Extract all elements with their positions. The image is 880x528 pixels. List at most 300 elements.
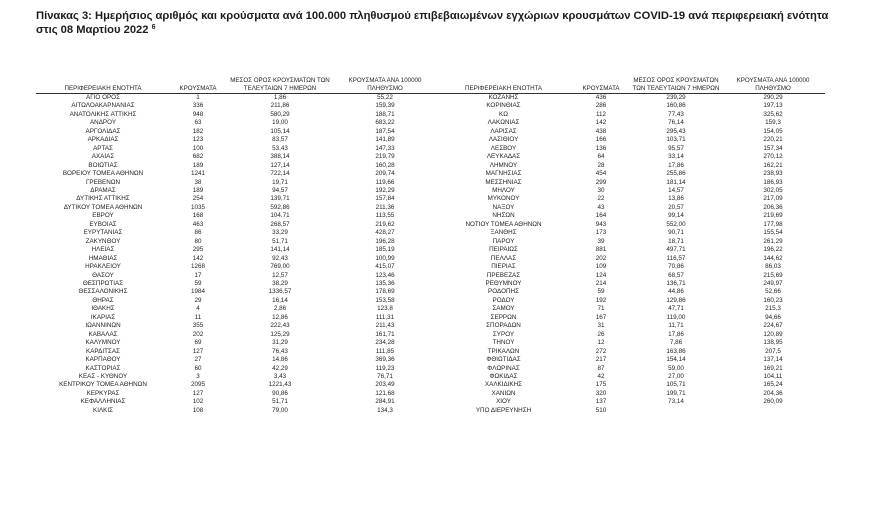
table-row (36, 204, 436, 212)
cell-cases: 1241 (190, 170, 205, 178)
cell-region: ΧΙΟΥ (496, 398, 511, 406)
cell-per-100k: 137,14 (763, 356, 783, 364)
header-7day-average: ΜΕΣΟΣ ΟΡΟΣ ΚΡΟΥΣΜΑΤΩΝ ΤΩΝ ΤΕΛΕΥΤΑΙΩΝ 7 ΗΜΕΡΩΝ (226, 60, 334, 94)
cell-cases: 682 (192, 153, 204, 161)
cell-7day-average: 722,14 (270, 170, 290, 178)
cell-per-100k: 224,67 (763, 322, 783, 330)
cell-per-100k: 121,68 (375, 389, 395, 397)
cell-cases: 1984 (190, 288, 205, 296)
cell-region: ΡΟΔΟΥ (492, 296, 515, 304)
table-row (436, 305, 825, 313)
cell-region: ΣΑΜΟΥ (492, 305, 515, 313)
cell-per-100k: 135,36 (375, 279, 395, 287)
cell-cases: 108 (192, 406, 204, 414)
cell-region: ΛΕΥΚΑΔΑΣ (486, 153, 521, 161)
cell-per-100k: 165,24 (763, 381, 783, 389)
cell-per-100k: 196,22 (763, 246, 783, 254)
cell-7day-average: 769,00 (270, 263, 290, 271)
cell-per-100k: 178,69 (375, 288, 395, 296)
cell-region: ΝΟΤΙΟΥ ΤΟΜΕΑ ΑΘΗΝΩΝ (465, 220, 542, 228)
cell-7day-average: 33,14 (668, 153, 684, 161)
cell-cases: 71 (597, 305, 605, 313)
cell-per-100k: 120,89 (763, 330, 783, 338)
cell-per-100k: 196,28 (375, 237, 395, 245)
cell-cases: 43 (597, 203, 605, 211)
regions-table-right (436, 60, 825, 415)
cell-per-100k: 186,93 (763, 178, 783, 186)
cell-cases: 1268 (190, 263, 205, 271)
cell-7day-average: 76,14 (668, 119, 684, 127)
cell-7day-average: 239,29 (666, 94, 686, 101)
cell-7day-average: 13,86 (668, 195, 684, 203)
cell-region: ΣΥΡΟΥ (492, 330, 515, 338)
cell-per-100k: 123,8 (377, 305, 393, 313)
header-per-100k: ΚΡΟΥΣΜΑΤΑ ΑΝΑ 100000 ΠΛΗΘΥΣΜΟ (721, 60, 825, 94)
cell-per-100k: 203,49 (375, 381, 395, 389)
table-row (36, 263, 436, 271)
cell-region: ΙΚΑΡΙΑΣ (90, 313, 116, 321)
cell-7day-average: 116,57 (666, 254, 686, 262)
table-row (436, 145, 825, 153)
cell-7day-average: 92,43 (272, 254, 288, 262)
table-row (36, 238, 436, 246)
cell-region: ΔΡΑΜΑΣ (90, 186, 116, 194)
cell-region: ΗΛΕΙΑΣ (91, 246, 115, 254)
table-row (436, 356, 825, 364)
cell-per-100k: 157,84 (375, 195, 395, 203)
table-row (436, 162, 825, 170)
cell-cases: 39 (597, 237, 605, 245)
cell-cases: 11 (194, 313, 202, 321)
cell-cases: 42 (597, 372, 605, 380)
cell-per-100k: 185,19 (375, 246, 395, 254)
table-row (36, 407, 436, 415)
cell-region: ΚΑΡΠΑΘΟΥ (85, 356, 121, 364)
cell-region: ΛΑΚΩΝΙΑΣ (487, 119, 520, 127)
cell-region: ΓΡΕΒΕΝΩΝ (85, 178, 121, 186)
table-row (36, 246, 436, 254)
cell-region: ΘΗΡΑΣ (92, 296, 114, 304)
cell-region: ΦΩΚΙΔΑΣ (489, 372, 518, 380)
table-row (36, 162, 436, 170)
cell-region: ΘΑΣΟΥ (92, 271, 114, 279)
cell-region: ΗΡΑΚΛΕΙΟΥ (85, 263, 121, 271)
cell-7day-average: 1221,43 (268, 381, 292, 389)
table-row (36, 280, 436, 288)
cell-region: ΚΟΖΑΝΗΣ (488, 94, 519, 101)
table-row (436, 179, 825, 187)
table-row (36, 94, 436, 103)
cell-region: ΒΟΙΩΤΙΑΣ (88, 161, 118, 169)
cell-cases: 881 (595, 246, 607, 254)
cell-cases: 463 (192, 220, 204, 228)
cell-cases: 59 (194, 279, 202, 287)
cell-per-100k: 153,58 (375, 296, 395, 304)
cell-cases: 510 (595, 406, 607, 414)
cell-per-100k: 290,29 (763, 94, 783, 101)
cell-per-100k: 192,29 (375, 186, 395, 194)
cell-7day-average: 2,86 (273, 305, 287, 313)
table-row (436, 128, 825, 136)
table-caption (36, 9, 846, 37)
cell-region: ΠΕΙΡΑΙΩΣ (489, 246, 518, 254)
table-row (436, 398, 825, 406)
table-row (436, 195, 825, 203)
cell-cases: 1 (196, 94, 200, 101)
cell-cases: 192 (595, 296, 607, 304)
table-row (436, 348, 825, 356)
cell-cases: 943 (595, 220, 607, 228)
cell-7day-average: 12,57 (272, 271, 288, 279)
cell-7day-average: 211,86 (270, 102, 290, 110)
cell-per-100k: 325,62 (763, 110, 783, 118)
cell-per-100k (721, 407, 825, 415)
cell-cases: 164 (595, 212, 607, 220)
cell-region: ΑΡΤΑΣ (93, 144, 113, 152)
cell-region: ΖΑΚΥΝΘΟΥ (85, 237, 121, 245)
cell-region: ΚΕΡΚΥΡΑΣ (86, 389, 120, 397)
cell-cases: 2095 (190, 381, 205, 389)
cell-cases: 454 (595, 170, 607, 178)
table-row (436, 263, 825, 271)
cell-cases: 202 (192, 330, 204, 338)
header-region: ΠΕΡΙΦΕΡΕΙΑΚΗ ΕΝΟΤΗΤΑ (436, 60, 571, 94)
cell-per-100k: 160,28 (375, 161, 395, 169)
cell-cases: 22 (597, 195, 605, 203)
cell-cases: 109 (595, 263, 607, 271)
cell-region: ΜΗΛΟΥ (492, 186, 515, 194)
table-row (36, 170, 436, 178)
cell-per-100k: 159,39 (375, 102, 395, 110)
cell-7day-average: 103,71 (666, 136, 686, 144)
cell-per-100k: 211,36 (375, 203, 395, 211)
cell-cases: 124 (595, 271, 607, 279)
cell-per-100k: 261,29 (763, 237, 783, 245)
cell-cases: 4 (196, 305, 200, 313)
cell-region: ΜΕΣΣΗΝΙΑΣ (485, 178, 522, 186)
cell-region: ΚΕΝΤΡΙΚΟΥ ΤΟΜΕΑ ΑΘΗΝΩΝ (59, 381, 147, 389)
table-row (436, 246, 825, 254)
cell-region: ΚΟΡΙΝΘΙΑΣ (486, 102, 521, 110)
cell-cases: 948 (192, 110, 204, 118)
cell-cases: 17 (194, 271, 202, 279)
cell-per-100k: 162,21 (763, 161, 783, 169)
cell-7day-average: 1336,57 (268, 288, 292, 296)
cell-per-100k: 220,21 (763, 136, 783, 144)
cell-region: ΙΩΑΝΝΙΝΩΝ (85, 322, 121, 330)
cell-cases: 3 (196, 372, 200, 380)
cell-7day-average: 497,71 (666, 246, 686, 254)
cell-7day-average: 79,00 (272, 406, 288, 414)
cell-7day-average: 11,71 (668, 322, 684, 330)
cell-per-100k: 238,93 (763, 170, 783, 178)
cell-cases: 355 (192, 322, 204, 330)
table-row (36, 111, 436, 119)
table-body-left (36, 94, 436, 416)
cell-per-100k: 76,71 (377, 372, 393, 380)
cell-region: ΡΟΔΟΠΗΣ (488, 288, 519, 296)
cell-region: ΑΝΔΡΟΥ (89, 119, 117, 127)
cell-7day-average: 388,14 (270, 153, 290, 161)
cell-7day-average: 17,86 (668, 330, 684, 338)
cell-7day-average: 90,86 (272, 389, 288, 397)
cell-cases: 100 (192, 144, 204, 152)
cell-region: ΑΧΑΪΑΣ (91, 153, 115, 161)
cell-per-100k: 141,89 (375, 136, 395, 144)
cell-region: ΚΕΑΣ - ΚΥΘΝΟΥ (78, 372, 128, 380)
cell-cases: 123 (192, 136, 204, 144)
cell-cases: 26 (597, 330, 605, 338)
cell-7day-average: 3,43 (273, 372, 287, 380)
header-row (436, 60, 825, 94)
cell-cases: 320 (595, 389, 607, 397)
cell-region: ΤΗΝΟΥ (492, 339, 515, 347)
table-row (436, 102, 825, 110)
cell-7day-average: 73,14 (668, 398, 684, 406)
cell-region: ΑΙΤΩΛΟΑΚΑΡΝΑΝΙΑΣ (71, 102, 135, 110)
table-row (36, 390, 436, 398)
cell-per-100k: 138,95 (763, 339, 783, 347)
header-7day-average: ΜΕΣΟΣ ΟΡΟΣ ΚΡΟΥΣΜΑΤΩΝ ΤΩΝ ΤΕΛΕΥΤΑΙΩΝ 7 ΗΜΕΡΩΝ (631, 60, 721, 94)
cell-per-100k: 206,36 (763, 203, 783, 211)
cell-7day-average: 139,71 (270, 195, 290, 203)
cell-7day-average: 19,00 (272, 119, 288, 127)
cell-cases: 86 (194, 229, 202, 237)
cell-7day-average: 255,86 (666, 170, 686, 178)
cell-region: ΚΑΛΥΜΝΟΥ (85, 339, 121, 347)
cell-region: ΡΕΘΥΜΝΟΥ (485, 279, 522, 287)
table-row (36, 136, 436, 144)
cell-7day-average: 14,57 (668, 186, 684, 194)
cell-region: ΚΙΛΚΙΣ (93, 406, 113, 414)
cell-per-100k: 144,62 (763, 254, 783, 262)
table-row (36, 373, 436, 381)
cell-region: ΥΠΟ ΔΙΕΡΕΥΝΗΣΗ (475, 406, 532, 414)
cell-per-100k: 111,31 (375, 313, 395, 321)
cell-region: ΧΑΛΚΙΔΙΚΗΣ (484, 381, 523, 389)
cell-cases: 168 (192, 212, 204, 220)
cell-cases: 295 (192, 246, 204, 254)
cell-cases: 59 (597, 288, 605, 296)
cell-region: ΔΥΤΙΚΟΥ ΤΟΜΕΑ ΑΘΗΝΩΝ (63, 203, 143, 211)
cell-cases: 166 (595, 136, 607, 144)
cell-region: ΣΠΟΡΑΔΩΝ (486, 322, 521, 330)
cell-cases: 38 (194, 178, 202, 186)
cell-region: ΠΑΡΟΥ (492, 237, 515, 245)
cell-cases: 214 (595, 279, 607, 287)
cell-cases: 254 (192, 195, 204, 203)
cell-per-100k: 369,36 (375, 356, 395, 364)
table-row (36, 229, 436, 237)
cell-cases: 69 (194, 339, 202, 347)
table-row (36, 339, 436, 347)
cell-region: ΚΑΣΤΟΡΙΑΣ (85, 364, 121, 372)
cell-region: ΚΕΦΑΛΛΗΝΙΑΣ (80, 398, 126, 406)
cell-cases: 436 (595, 94, 607, 101)
cell-7day-average: 295,43 (666, 127, 686, 135)
table-row (36, 348, 436, 356)
table-row (36, 212, 436, 220)
cell-per-100k: 52,66 (765, 288, 781, 296)
table-row (436, 136, 825, 144)
cell-region: ΠΕΛΛΑΣ (490, 254, 517, 262)
cell-cases: 27 (194, 356, 202, 364)
cell-7day-average: 268,57 (270, 220, 290, 228)
cell-per-100k: 197,13 (763, 102, 783, 110)
cell-7day-average: 1,86 (273, 94, 287, 101)
table-row (36, 221, 436, 229)
table-row (436, 373, 825, 381)
cell-per-100k: 270,12 (763, 153, 783, 161)
cell-cases: 29 (194, 296, 202, 304)
cell-region: ΑΡΓΟΛΙΔΑΣ (85, 127, 121, 135)
cell-per-100k: 415,07 (375, 263, 395, 271)
cell-per-100k: 204,36 (763, 389, 783, 397)
cell-cases: 137 (595, 398, 607, 406)
cell-region: ΞΑΝΘΗΣ (490, 229, 517, 237)
cell-per-100k: 302,05 (763, 186, 783, 194)
cell-region: ΔΥΤΙΚΗΣ ΑΤΤΙΚΗΣ (76, 195, 130, 203)
cell-cases: 286 (595, 102, 607, 110)
cell-per-100k: 211,43 (375, 322, 395, 330)
table-body-right (436, 94, 825, 416)
cell-per-100k: 86,03 (765, 263, 781, 271)
cell-cases: 189 (192, 161, 204, 169)
table-row (36, 179, 436, 187)
cell-7day-average: 53,43 (272, 144, 288, 152)
cell-cases: 63 (194, 119, 202, 127)
cell-7day-average: 47,71 (668, 305, 684, 313)
cell-region: ΘΕΣΣΑΛΟΝΙΚΗΣ (78, 288, 128, 296)
cell-region: ΘΕΣΠΡΩΤΙΑΣ (82, 279, 124, 287)
cell-7day-average: 105,14 (270, 127, 290, 135)
table-row (436, 390, 825, 398)
cell-per-100k: 188,71 (375, 110, 395, 118)
cell-7day-average (631, 407, 721, 415)
cell-per-100k: 169,21 (763, 364, 783, 372)
cell-7day-average: 129,86 (666, 296, 686, 304)
cell-per-100k: 177,98 (763, 220, 783, 228)
cell-region: ΤΡΙΚΑΛΩΝ (487, 347, 520, 355)
table-row (36, 195, 436, 203)
cell-region: ΠΙΕΡΙΑΣ (491, 263, 516, 271)
cell-region: ΑΝΑΤΟΛΙΚΗΣ ΑΤΤΙΚΗΣ (69, 110, 137, 118)
cell-7day-average: 14,86 (272, 356, 288, 364)
cell-region: ΕΒΡΟΥ (92, 212, 114, 220)
cell-7day-average: 222,43 (270, 322, 290, 330)
header-row (36, 60, 436, 94)
cell-cases: 87 (597, 364, 605, 372)
table-row (436, 339, 825, 347)
table-row (436, 119, 825, 127)
cell-cases: 12 (597, 339, 605, 347)
cell-7day-average: 141,14 (270, 246, 290, 254)
cell-per-100k: 219,62 (375, 220, 395, 228)
table-row (436, 314, 825, 322)
cell-per-100k: 119,66 (375, 178, 395, 186)
cell-7day-average: 18,71 (668, 237, 684, 245)
cell-7day-average: 136,71 (666, 279, 686, 287)
table-row (36, 365, 436, 373)
cell-region: ΝΑΞΟΥ (492, 203, 515, 211)
table-row (36, 255, 436, 263)
cell-per-100k: 157,34 (763, 144, 783, 152)
cell-7day-average: 42,29 (272, 364, 288, 372)
table-row (36, 322, 436, 330)
cell-cases: 136 (595, 144, 607, 152)
table-row (436, 187, 825, 195)
cell-7day-average: 31,29 (272, 339, 288, 347)
cell-per-100k: 134,3 (377, 406, 393, 414)
cell-region: ΒΟΡΕΙΟΥ ΤΟΜΕΑ ΑΘΗΝΩΝ (62, 170, 144, 178)
cell-per-100k: 147,33 (375, 144, 395, 152)
footnote-marker: 6 (151, 24, 156, 31)
cell-per-100k: 154,05 (763, 127, 783, 135)
cell-region: ΣΕΡΡΩΝ (490, 313, 517, 321)
cell-7day-average: 77,43 (668, 110, 684, 118)
table-row (436, 322, 825, 330)
cell-cases: 142 (192, 254, 204, 262)
table-row (36, 331, 436, 339)
cell-7day-average: 27,00 (668, 372, 684, 380)
table-row (436, 221, 825, 229)
cell-cases: 202 (595, 254, 607, 262)
cell-cases: 102 (192, 398, 204, 406)
cell-7day-average: 592,86 (270, 203, 290, 211)
header-region: ΠΕΡΙΦΕΡΕΙΑΚΗ ΕΝΟΤΗΤΑ (36, 60, 170, 94)
cell-cases: 299 (595, 178, 607, 186)
table-row (36, 128, 436, 136)
cell-per-100k: 100,99 (375, 254, 395, 262)
cell-region: ΦΛΩΡΙΝΑΣ (487, 364, 520, 372)
cell-region: ΜΥΚΟΝΟΥ (487, 195, 520, 203)
table-row (436, 255, 825, 263)
cell-7day-average: 38,29 (272, 279, 288, 287)
cell-cases: 1035 (190, 203, 205, 211)
cell-7day-average: 12,86 (272, 313, 288, 321)
cell-7day-average: 163,86 (666, 347, 686, 355)
cell-region: ΛΑΡΙΣΑΣ (490, 127, 517, 135)
table-row (436, 280, 825, 288)
cell-7day-average: 90,71 (668, 229, 684, 237)
cell-per-100k: 161,71 (375, 330, 395, 338)
table-row (36, 305, 436, 313)
cell-7day-average: 104,71 (270, 212, 290, 220)
cell-7day-average: 33,29 (272, 229, 288, 237)
cell-per-100k: 119,23 (375, 364, 395, 372)
cell-per-100k: 683,22 (375, 119, 395, 127)
cell-7day-average: 76,43 (272, 347, 288, 355)
cell-7day-average: 51,71 (272, 398, 288, 406)
cell-cases: 127 (192, 389, 204, 397)
cell-7day-average: 7,86 (669, 339, 683, 347)
cell-region: ΕΥΡΥΤΑΝΙΑΣ (83, 229, 123, 237)
cell-7day-average: 99,14 (668, 212, 684, 220)
cell-7day-average: 94,57 (272, 186, 288, 194)
cell-cases: 142 (595, 119, 607, 127)
table-row (436, 288, 825, 296)
cell-per-100k: 207,5 (765, 347, 781, 355)
table-row (36, 187, 436, 195)
cell-7day-average: 68,57 (668, 271, 684, 279)
cell-per-100k: 428,27 (375, 229, 395, 237)
cell-region: ΦΘΙΩΤΙΔΑΣ (486, 356, 521, 364)
table-row (436, 212, 825, 220)
cell-cases: 167 (595, 313, 607, 321)
cell-7day-average: 17,86 (668, 161, 684, 169)
cell-7day-average: 19,71 (272, 178, 288, 186)
cell-7day-average: 70,86 (668, 263, 684, 271)
